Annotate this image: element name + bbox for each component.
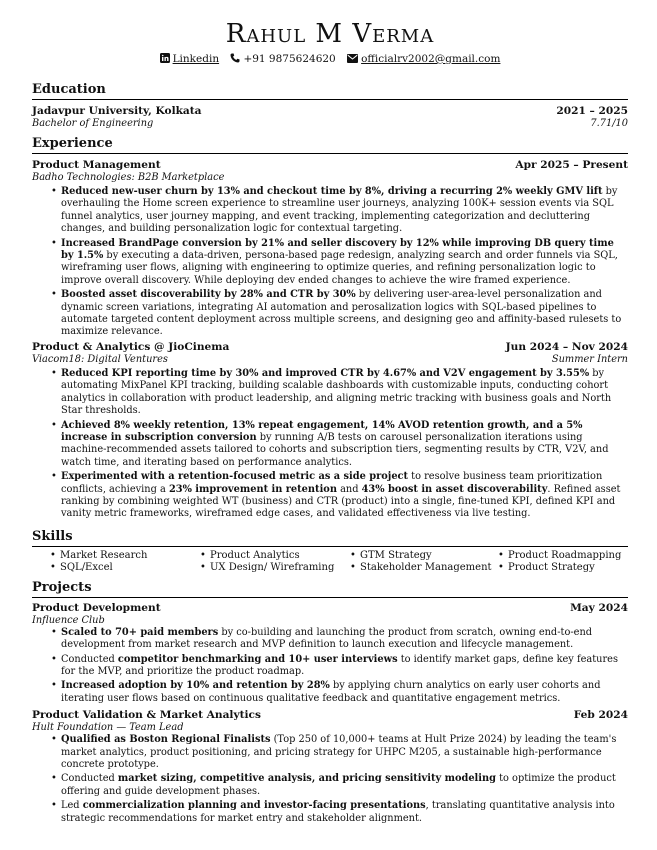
experience-bullets xyxy=(32,186,628,339)
section-title-education: Education xyxy=(32,76,628,100)
bullet-item: • Reduced new-user churn by 13% and checkout time by 8%, driving a recurring 2% weekly GMV lift by overhauling the Home screen experience to streamline user journeys, analyzing 100K+ session events via SQL funnel analytics, user journey mapping, and event tracking, implementing categorization and decluttering changes, and building personalization logic for contextual targeting. xyxy=(61,186,628,236)
skill-item: • Stakeholder Management xyxy=(350,562,498,574)
education-years: 2021 – 2025 xyxy=(556,105,628,117)
project-entry xyxy=(32,602,628,705)
linkedin-link[interactable]: Linkedin xyxy=(172,53,220,65)
job-title: Product & Analytics @ JioCinema xyxy=(32,340,230,353)
project-date: May 2024 xyxy=(570,601,628,614)
degree: Bachelor of Engineering xyxy=(32,118,154,129)
phone-icon xyxy=(230,53,240,63)
skill-item: • Product Strategy xyxy=(498,562,638,574)
experience-bullets xyxy=(32,368,628,521)
project-bullets xyxy=(32,734,628,825)
skill-item: • GTM Strategy xyxy=(350,550,498,562)
project-entry xyxy=(32,709,628,825)
education-entry xyxy=(32,105,628,130)
project-title: Product Development xyxy=(32,601,161,614)
bullet-item: • Conducted competitor benchmarking and 10+ user interviews to identify market gaps, define key features for the MVP, and prioritize the product roadmap. xyxy=(61,654,628,679)
email-link[interactable]: officialrv2002@gmail.com xyxy=(361,53,501,65)
skill-item: • UX Design/ Wireframing xyxy=(200,562,350,574)
email-icon xyxy=(347,54,358,63)
bullet-item: • Conducted market sizing, competitive analysis, and pricing sensitivity modeling to optimize the product offering and guide development phases. xyxy=(61,773,628,798)
skill-item: • Market Research xyxy=(50,550,200,562)
job-type: Summer Intern xyxy=(551,353,628,365)
bullet-item: • Reduced KPI reporting time by 30% and improved CTR by 4.67% and V2V engagement by 3.55% by automating MixPanel KPI tracking, building scalable dashboards with customizable inputs, conducting cohort analytics in collaboration with product leadership, and aligning metric tracking with business goals and North Star thresholds. xyxy=(61,368,628,418)
bullet-item: • Achieved 8% weekly retention, 13% repeat engagement, 14% AVOD retention growth, and a 5% increase in subscription conversion by running A/B tests on carousel personalization iterations using machine-recommended assets tailored to cohorts and subscription tiers, segmenting results by CTR, V2V, and watch time, and iterating based on performance analytics. xyxy=(61,420,628,470)
experience-entry xyxy=(32,159,628,339)
contact-bar xyxy=(32,52,628,66)
skill-item: • Product Analytics xyxy=(200,550,350,562)
project-bullets xyxy=(32,627,628,705)
phone-number: +91 9875624620 xyxy=(243,53,336,65)
job-title: Product Management xyxy=(32,159,161,171)
company-name: Viacom18: Digital Ventures xyxy=(32,353,168,365)
bullet-item: • Scaled to 70+ paid members by co-building and launching the product from scratch, owning end-to-end development from market research and MVP definition to launch execution and lifecycle management. xyxy=(61,627,628,652)
skill-item: • SQL/Excel xyxy=(50,562,200,574)
bullet-item: • Experimented with a retention-focused metric as a side project to resolve business team prioritization conflicts, achieving a 23% improvement in retention and 43% boost in asset discoverability. Refined asset ranking by combining weighted WT (business) and CTR (product) into a single, fine-tuned KPI, defined KPI and vanity metric frameworks, wireframed edge cases, and validated effectiveness via live testing. xyxy=(61,471,628,521)
project-org: Influence Club xyxy=(32,614,105,626)
skills-grid xyxy=(32,550,628,574)
section-title-skills: Skills xyxy=(32,523,628,547)
bullet-item: • Qualified as Boston Regional Finalists (Top 250 of 10,000+ teams at Hult Prize 2024) by leading the team's market analytics, product positioning, and pricing strategy for UHPC M205, a sustainable high-performance concrete prototype. xyxy=(61,734,628,771)
project-title: Product Validation & Market Analytics xyxy=(32,709,261,722)
resume-page xyxy=(32,18,628,827)
experience-entry xyxy=(32,341,628,521)
section-title-projects: Projects xyxy=(32,574,628,598)
skill-item: • Product Roadmapping xyxy=(498,550,638,562)
candidate-name: Rahul M Verma xyxy=(225,19,435,49)
project-date: Feb 2024 xyxy=(573,709,628,722)
company-name: Badho Technologies: B2B Marketplace xyxy=(32,172,225,183)
bullet-item: • Boosted asset discoverability by 28% and CTR by 30% by delivering user-area-level personalization and dynamic screen variations, integrating AI automation and perosalization logics with SQL-based pipelines to automate targeted content deployment across multiple screens, and designing geo and affinity-based rulesets to maximize relevance. xyxy=(61,289,628,339)
school-name: Jadavpur University, Kolkata xyxy=(32,105,202,117)
bullet-item: • Led commercialization planning and investor-facing presentations, translating quantitative analysis into strategic recommendations for market entry and stakeholder alignment. xyxy=(61,800,628,825)
bullet-item: • Increased BrandPage conversion by 21% and seller discovery by 12% while improving DB query time by 1.5% by executing a data-driven, persona-based page redesign, analyzing search and order funnels via SQL, wireframing user flows, aligning with engineering to optimize queries, and refining personalization logic to improve overall discovery. While deploying dev ended changes to achieve the wire framed experience. xyxy=(61,238,628,288)
project-org: Hult Foundation — Team Lead xyxy=(32,722,184,734)
job-dates: Jun 2024 – Nov 2024 xyxy=(505,340,628,353)
linkedin-icon xyxy=(160,53,170,63)
grade: 7.71/10 xyxy=(590,118,628,129)
section-title-experience: Experience xyxy=(32,130,628,154)
job-dates: Apr 2025 – Present xyxy=(515,159,628,171)
bullet-item: • Increased adoption by 10% and retention by 28% by applying churn analytics on early user cohorts and iterating user flows based on continuous qualitative feedback and quantitative engagement metrics. xyxy=(61,680,628,705)
